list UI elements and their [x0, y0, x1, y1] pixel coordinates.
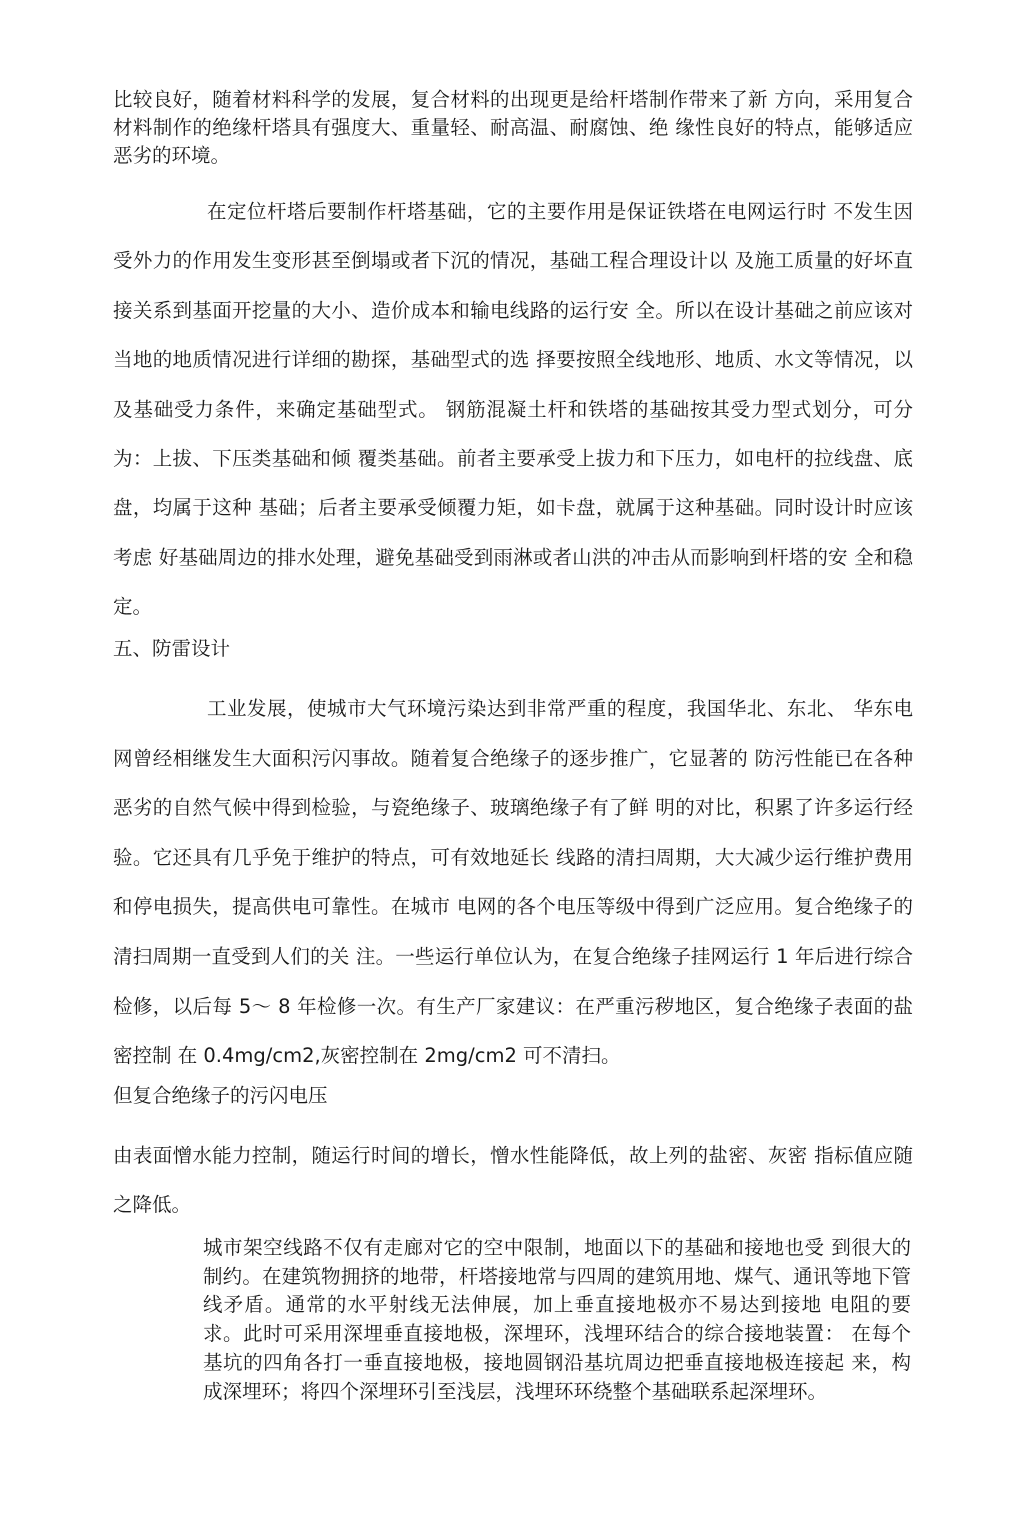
section-heading-lightning-protection: 五、防雷设计: [113, 637, 231, 660]
paragraph-flashover-voltage: 但复合绝缘子的污闪电压: [113, 1084, 328, 1107]
paragraph-grounding-device: 城市架空线路不仅有走廊对它的空中限制，地面以下的基础和接地也受 到很大的制约。在建筑物拥挤的地带，杆塔接地常与四周的建筑用地、煤气、通讯等地下管线矛盾。通常的水平射线无法伸展，加上垂直接地极亦不易达到接地 电阻的要求。此时可采用深埋垂直接地极，深埋环，浅埋环结合的综合接地装置： 在每个基坑的四角各打一垂直接地极，接地圆钢沿基坑周边把垂直接地极连接起 来，构成深埋环；将四个深埋环引至浅层，浅埋环环绕整个基础联系起深埋环。: [203, 1236, 911, 1403]
paragraph-tower-foundation: 在定位杆塔后要制作杆塔基础，它的主要作用是保证铁塔在电网运行时 不发生因受外力的作用发生变形甚至倒塌或者下沉的情况，基础工程合理设计以 及施工质量的好坏直接关系到基面开挖量的大小、造价成本和输电线路的运行安 全。所以在设计基础之前应该对当地的地质情况进行详细的勘探，基础型式的选 择要按照全线地形、地质、水文等情况，以及基础受力条件，来确定基础型式。 钢筋混凝土杆和铁塔的基础按其受力型式划分，可分为：上拔、下压类基础和倾 覆类基础。前者主要承受上拔力和下压力，如电杆的拉线盘、底盘，均属于这种 基础；后者主要承受倾覆力矩，如卡盘，就属于这种基础。同时设计时应该考虑 好基础周边的排水处理，避免基础受到雨淋或者山洪的冲击从而影响到杆塔的安 全和稳定。: [113, 200, 913, 619]
paragraph-composite-insulators: 工业发展，使城市大气环境污染达到非常严重的程度，我国华北、东北、 华东电网曾经相继发生大面积污闪事故。随着复合绝缘子的逐步推广，它显著的 防污性能已在各种恶劣的自然气候中得到检验，与瓷绝缘子、玻璃绝缘子有了鲜 明的对比，积累了许多运行经验。它还具有几乎免于维护的特点，可有效地延长 线路的清扫周期，大大减少运行维护费用和停电损失，提高供电可靠性。在城市 电网的各个电压等级中得到广泛应用。复合绝缘子的清扫周期一直受到人们的关 注。一些运行单位认为，在复合绝缘子挂网运行 1 年后进行综合检修，以后每 5～ 8 年检修一次。有生产厂家建议：在严重污秽地区，复合绝缘子表面的盐密控制 在 0.4mg/cm2,灰密控制在 2mg/cm2 可不清扫。: [113, 697, 913, 1068]
paragraph-insulating-tower-materials: 比较良好，随着材料科学的发展，复合材料的出现更是给杆塔制作带来了新 方向，采用复合材料制作的绝缘杆塔具有强度大、重量轻、耐高温、耐腐蚀、绝 缘性良好的特点，能够适应恶劣的环境。: [113, 88, 913, 167]
paragraph-hydrophobicity: 由表面憎水能力控制，随运行时间的增长，憎水性能降低，故上列的盐密、灰密 指标值应随之降低。: [113, 1144, 913, 1216]
